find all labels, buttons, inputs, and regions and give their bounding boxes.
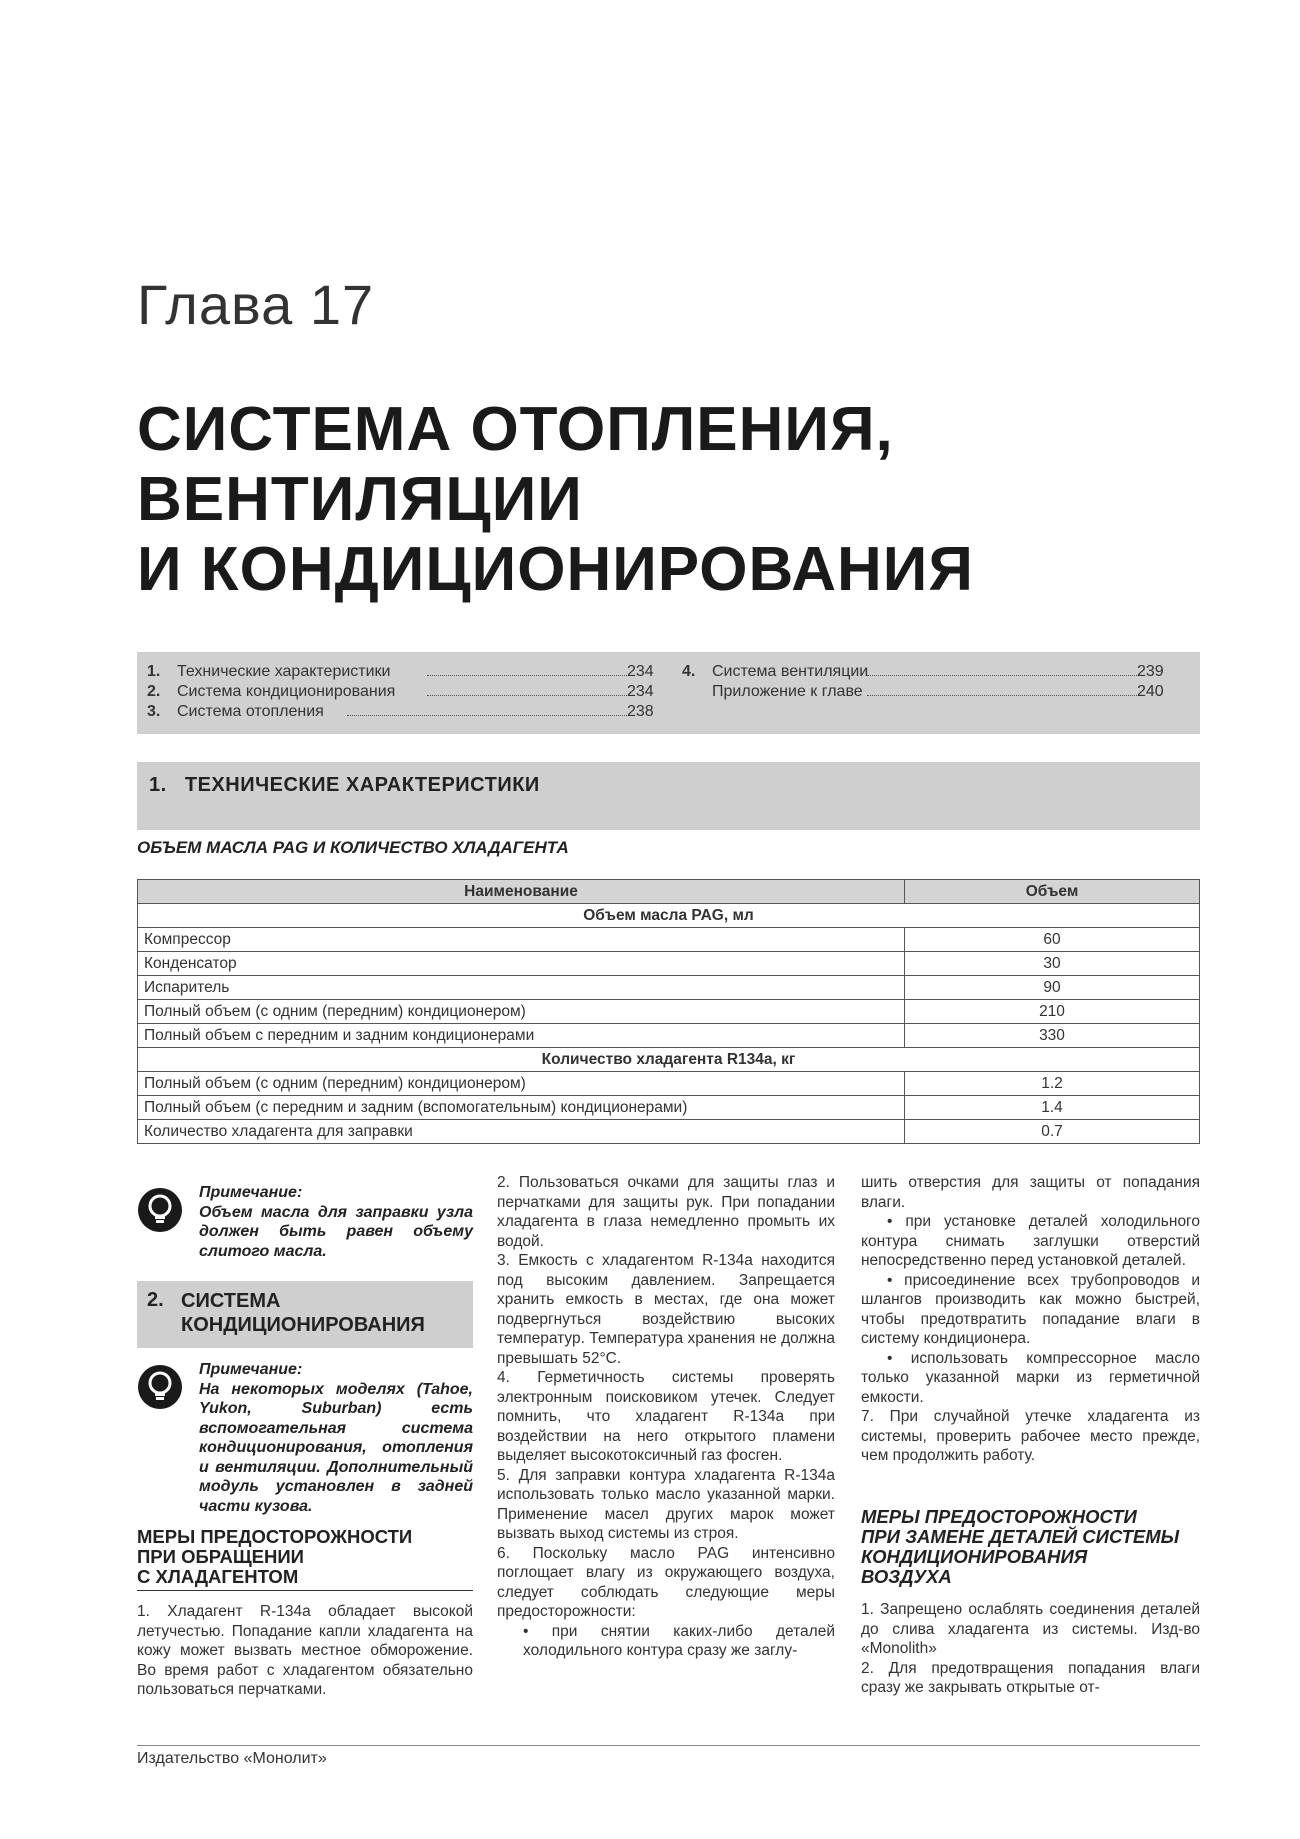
table-cell-value: 30 xyxy=(905,952,1200,976)
toc-item-page: 240 xyxy=(1137,683,1164,700)
toc-item-number: 3. xyxy=(147,703,161,720)
toc-item-page: 234 xyxy=(627,663,654,680)
precautions-heading xyxy=(137,1527,473,1587)
bullet-item: • присоединение всех трубопроводов и шлангов производить как можно быстрей, чтобы предотвратить попадание влаги в систему кондиционера. xyxy=(861,1271,1200,1347)
bullet-item: • использовать компрессорное масло только указанной марки из герметичной емкости. xyxy=(861,1349,1200,1406)
column-3-list xyxy=(861,1600,1200,1698)
toc-leader-dots xyxy=(427,695,627,696)
chapter-title-line: СИСТЕМА ОТОПЛЕНИЯ, xyxy=(137,395,894,464)
subsection-title: ОБЪЕМ МАСЛА PAG И КОЛИЧЕСТВО ХЛАДАГЕНТА xyxy=(137,838,569,857)
table-row xyxy=(138,1072,1200,1096)
toc-column-right xyxy=(672,662,1200,702)
note-text: На некоторых моделях (Tahoe, Yukon, Suburban) есть вспомогательная система кондиционирования, отопления и вентиляции. Дополнительный модуль установлен в задней части кузова. xyxy=(199,1380,473,1515)
section-2-title-line: СИСТЕМА xyxy=(181,1290,281,1312)
paragraph: 7. При случайной утечке хладагента из системы, проверить рабочее место прежде, чем продолжить работу. xyxy=(861,1408,1200,1464)
toc-item-page: 234 xyxy=(627,683,654,700)
table-cell-name: Количество хладагента для заправки xyxy=(138,1120,905,1144)
footer-publisher: Издательство «Монолит» xyxy=(137,1750,327,1767)
toc-item-label: Технические характеристики xyxy=(177,663,391,680)
precautions-heading-line: КОНДИЦИОНИРОВАНИЯ xyxy=(861,1546,1088,1567)
toc-item-page: 238 xyxy=(627,703,654,720)
table-row xyxy=(138,1120,1200,1144)
paragraph: 4. Герметичность системы проверять электронным поисковиком утечек. Следует помнить, что хладагент R-134a при воздействии на него открытого пламени выделяет высокотоксичный газ фосген. xyxy=(497,1369,835,1464)
toc-item-label: Система вентиляции xyxy=(712,663,869,680)
table-cell-value: 0.7 xyxy=(905,1120,1200,1144)
paragraph: 1. Запрещено ослаблять соединения деталей до слива хладагента из системы. Изд-во «Monolith» xyxy=(861,1601,1200,1657)
paragraph: шить отверстия для защиты от попадания влаги. xyxy=(861,1174,1200,1211)
paragraph: 3. Емкость с хладагентом R-134a находится под высоким давлением. Запрещается хранить емкость в местах, где она может подвергнуться воздействию высоких температур. Температура хранения не должна превышать 52°С. xyxy=(497,1252,835,1367)
column-header: Наименование xyxy=(138,880,905,904)
toc-item[interactable] xyxy=(672,682,1200,702)
table-cell-value: 90 xyxy=(905,976,1200,1000)
toc-item-page: 239 xyxy=(1137,663,1164,680)
note-heading: Примечание: xyxy=(199,1184,303,1201)
note-block xyxy=(137,1183,473,1263)
table-cell-name: Полный объем (с одним (передним) кондиционером) xyxy=(138,1072,905,1096)
table-row xyxy=(138,928,1200,952)
divider xyxy=(137,1590,473,1591)
table-group-label: Количество хладагента R134a, кг xyxy=(138,1048,1200,1072)
toc-leader-dots xyxy=(427,675,627,676)
toc-item-label: Приложение к главе xyxy=(712,683,863,700)
table-row xyxy=(138,952,1200,976)
toc-item[interactable] xyxy=(137,662,667,682)
table-cell-value: 1.2 xyxy=(905,1072,1200,1096)
table-group-label: Объем масла PAG, мл xyxy=(138,904,1200,928)
toc-leader-dots xyxy=(347,715,627,716)
column-header: Объем xyxy=(905,880,1200,904)
chapter-title xyxy=(137,395,1217,605)
chapter-label: Глава 17 xyxy=(137,273,375,336)
section-2-title-line: КОНДИЦИОНИРОВАНИЯ xyxy=(181,1314,425,1336)
section-2-header xyxy=(137,1281,473,1348)
table-header-row xyxy=(138,880,1200,904)
note-text: Объем масла для заправки узла должен быть равен объему слитого масла. xyxy=(199,1203,473,1260)
column-2-text xyxy=(497,1173,835,1661)
toc-leader-dots xyxy=(867,695,1137,696)
bullet-item: • при установке деталей холодильного контура снимать заглушки отверстий непосредственно перед установкой деталей. xyxy=(861,1213,1200,1269)
table-row xyxy=(138,976,1200,1000)
lightbulb-icon xyxy=(137,1187,183,1233)
toc-item-label: Система кондиционирования xyxy=(177,683,396,700)
chapter-title-line: И КОНДИЦИОНИРОВАНИЯ xyxy=(137,535,974,604)
lightbulb-icon xyxy=(137,1364,183,1410)
note-body xyxy=(199,1183,473,1261)
precautions-heading-line: С ХЛАДАГЕНТОМ xyxy=(137,1566,299,1587)
section-1-header xyxy=(137,762,1200,830)
toc-item[interactable] xyxy=(137,702,667,722)
bullet-item: • при снятии каких-либо деталей холодильного контура сразу же заглу- xyxy=(523,1622,835,1659)
table-cell-value: 210 xyxy=(905,1000,1200,1024)
paragraph: 6. Поскольку масло PAG интенсивно поглощает влагу из окружающего воздуха, следует соблюдать следующие меры предосторожности: xyxy=(497,1544,835,1620)
paragraph: 1. Хладагент R-134a обладает высокой летучестью. Попадание капли хладагента на кожу может вызвать местное обморожение. Во время работ с хладагентом обязательно пользоваться перчатками. xyxy=(137,1603,473,1698)
toc-item[interactable] xyxy=(137,682,667,702)
column-3-text xyxy=(861,1173,1200,1466)
table-cell-name: Полный объем (с передним и задним (вспомогательным) кондиционерами) xyxy=(138,1096,905,1120)
toc-item-number: 1. xyxy=(147,663,161,680)
section-1-title: 1. ТЕХНИЧЕСКИЕ ХАРАКТЕРИСТИКИ xyxy=(149,774,540,796)
table-group-row xyxy=(138,1048,1200,1072)
paragraph: 2. Пользоваться очками для защиты глаз и перчатками для защиты рук. При попадании хладагента в глаза немедленно промыть их водой. xyxy=(497,1174,835,1250)
chapter-title-line: ВЕНТИЛЯЦИИ xyxy=(137,465,583,534)
precautions-heading-line: МЕРЫ ПРЕДОСТОРОЖНОСТИ xyxy=(861,1506,1137,1527)
toc-item-label: Система отопления xyxy=(177,703,324,720)
toc-column-left xyxy=(137,662,667,722)
table-cell-value: 330 xyxy=(905,1024,1200,1048)
column-1-text xyxy=(137,1602,473,1700)
precautions-heading-line: ПРИ ОБРАЩЕНИИ xyxy=(137,1546,304,1567)
section-2-number: 2. xyxy=(147,1289,164,1311)
note-body xyxy=(199,1360,473,1516)
table-cell-name: Конденсатор xyxy=(138,952,905,976)
table-cell-name: Испаритель xyxy=(138,976,905,1000)
precautions-heading-line: МЕРЫ ПРЕДОСТОРОЖНОСТИ xyxy=(137,1526,413,1547)
toc-item-number: 2. xyxy=(147,683,161,700)
spec-table xyxy=(137,879,1200,1144)
table-cell-name: Полный объем (с одним (передним) кондиционером) xyxy=(138,1000,905,1024)
table-cell-value: 1.4 xyxy=(905,1096,1200,1120)
table-of-contents xyxy=(137,652,1200,734)
note-heading: Примечание: xyxy=(199,1361,303,1378)
precautions-heading-line: ПРИ ЗАМЕНЕ ДЕТАЛЕЙ СИСТЕМЫ xyxy=(861,1526,1180,1547)
table-cell-value: 60 xyxy=(905,928,1200,952)
table-cell-name: Полный объем с передним и задним кондиционерами xyxy=(138,1024,905,1048)
note-block xyxy=(137,1360,473,1515)
table-row xyxy=(138,1024,1200,1048)
toc-item[interactable] xyxy=(672,662,1200,682)
paragraph: 5. Для заправки контура хладагента R-134a использовать только масло указанной марки. Применение масел других марок может вызвать выход системы из строя. xyxy=(497,1466,835,1542)
precautions-heading-line: ВОЗДУХА xyxy=(861,1566,952,1587)
footer-divider xyxy=(137,1745,1200,1746)
table-group-row xyxy=(138,904,1200,928)
toc-leader-dots xyxy=(867,675,1137,676)
table-row xyxy=(138,1000,1200,1024)
paragraph: 2. Для предотвращения попадания влаги сразу же закрывать открытые от- xyxy=(861,1659,1200,1696)
table-cell-name: Компрессор xyxy=(138,928,905,952)
precautions-heading xyxy=(861,1507,1200,1587)
table-row xyxy=(138,1096,1200,1120)
section-2-title xyxy=(181,1289,425,1337)
toc-item-number: 4. xyxy=(682,663,696,680)
